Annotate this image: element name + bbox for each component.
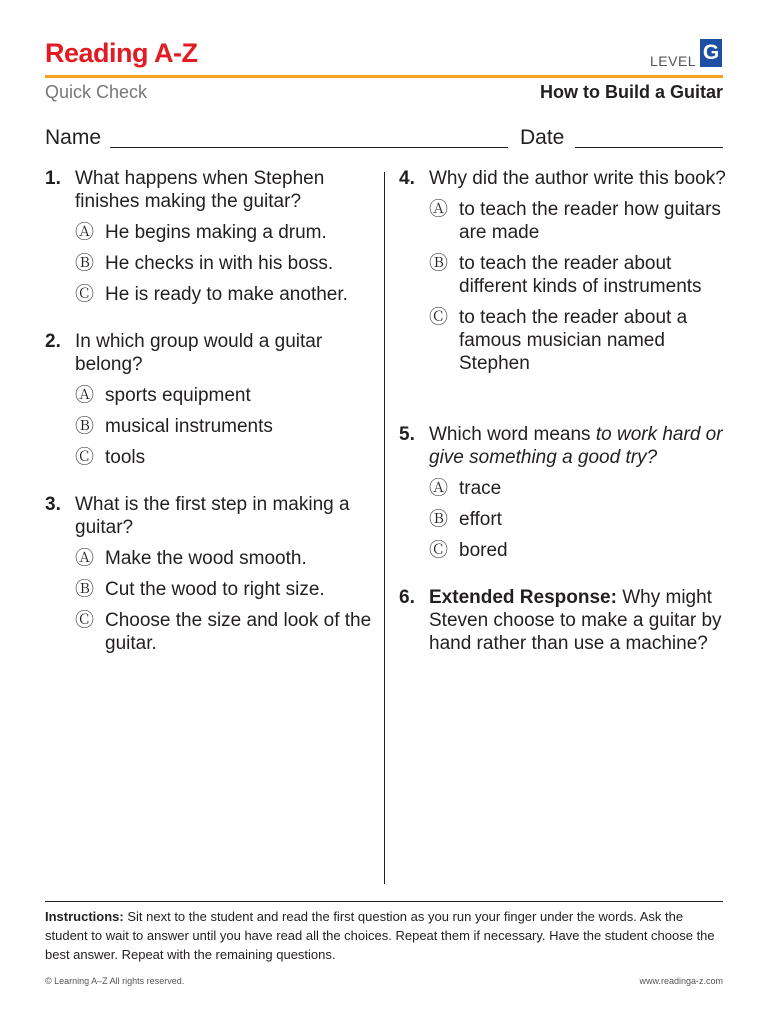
question-number: 4. — [399, 168, 415, 189]
choice-c-bubble: Ⓒ — [75, 447, 95, 468]
choice-text: Cut the wood to right size. — [105, 579, 325, 600]
instructions — [45, 907, 725, 964]
question-3 — [45, 493, 375, 663]
choice-b — [429, 252, 729, 298]
instructions-label: Instructions: — [45, 909, 124, 924]
choice-c — [429, 306, 729, 375]
choice-a — [429, 477, 729, 500]
choice-a-bubble: Ⓐ — [75, 385, 95, 406]
choice-c-bubble: Ⓒ — [429, 307, 449, 328]
choice-text: He begins making a drum. — [105, 222, 327, 243]
choice-b-bubble: Ⓑ — [75, 253, 95, 274]
question-number: 6. — [399, 587, 415, 608]
answer-choices — [429, 477, 729, 562]
choice-text: musical instruments — [105, 416, 273, 437]
choice-text: trace — [459, 478, 502, 499]
choice-b-bubble: Ⓑ — [75, 579, 95, 600]
page-subtitle: Quick Check — [45, 82, 148, 102]
question-2 — [45, 330, 375, 477]
choice-a — [75, 221, 375, 244]
date-field-line — [575, 147, 723, 148]
answer-choices — [75, 384, 375, 469]
header-rule — [45, 75, 723, 78]
question-1 — [45, 167, 375, 314]
choice-a-bubble: Ⓐ — [429, 478, 449, 499]
choice-text: to teach the reader about a famous musician named Stephen — [459, 307, 688, 374]
choice-b — [75, 252, 375, 275]
name-field-line — [110, 147, 508, 148]
date-label: Date — [520, 126, 565, 149]
question-number: 1. — [45, 168, 61, 189]
level-label: LEVEL — [650, 53, 697, 69]
choice-a — [75, 384, 375, 407]
choice-text: tools — [105, 447, 146, 468]
stem-text: Why might Steven choose to make a guitar by hand rather than use a machine? — [429, 587, 722, 654]
choice-c — [75, 446, 375, 469]
choice-text: bored — [459, 540, 508, 561]
choice-text: to teach the reader how guitars are made — [459, 199, 721, 243]
stem-text: Which word means — [429, 424, 596, 445]
choice-b-bubble: Ⓑ — [429, 509, 449, 530]
column-divider — [384, 172, 385, 884]
instructions-text: Sit next to the student and read the first question as you run your finger under the words. Ask the student to wait to answer until you have read all the choices. Repeat them if necessary. Have the student choose the best answer. Repeat with the remaining questions. — [45, 909, 715, 962]
question-stem: What happens when Stephen finishes making the guitar? — [75, 168, 325, 212]
choice-c — [429, 539, 729, 562]
copyright: © Learning A–Z All rights reserved. — [45, 976, 185, 986]
choice-c — [75, 609, 375, 655]
question-stem: What is the first step in making a guitar? — [75, 494, 350, 538]
answer-choices — [75, 221, 375, 306]
choice-b-bubble: Ⓑ — [429, 253, 449, 274]
question-4 — [399, 167, 729, 383]
choice-c-bubble: Ⓒ — [75, 610, 95, 631]
question-number: 2. — [45, 331, 61, 352]
level-badge: G — [700, 39, 722, 67]
choice-text: effort — [459, 509, 502, 530]
choice-text: He checks in with his boss. — [105, 253, 334, 274]
choice-text: to teach the reader about different kinds of instruments — [459, 253, 702, 297]
question-6 — [399, 586, 729, 655]
name-label: Name — [45, 126, 102, 149]
book-title: How to Build a Guitar — [540, 82, 723, 102]
reading-az-logo: Reading A-Z — [45, 38, 198, 68]
choice-text: sports equipment — [105, 385, 251, 406]
choice-c-bubble: Ⓒ — [429, 540, 449, 561]
choice-a-bubble: Ⓐ — [75, 548, 95, 569]
answer-choices — [429, 198, 729, 375]
choice-a-bubble: Ⓐ — [429, 199, 449, 220]
choice-c — [75, 283, 375, 306]
choice-text: Choose the size and look of the guitar. — [105, 610, 372, 654]
question-5 — [399, 423, 729, 570]
choice-b — [429, 508, 729, 531]
choice-text: Make the wood smooth. — [105, 548, 307, 569]
choice-c-bubble: Ⓒ — [75, 284, 95, 305]
answer-choices — [75, 547, 375, 655]
website-url: www.readinga-z.com — [639, 976, 723, 986]
question-stem — [429, 423, 729, 469]
question-stem: In which group would a guitar belong? — [75, 331, 323, 375]
extended-response-label: Extended Response: — [429, 587, 617, 608]
choice-b — [75, 578, 375, 601]
question-number: 5. — [399, 424, 415, 445]
footer-rule — [45, 901, 723, 902]
choice-text: He is ready to make another. — [105, 284, 348, 305]
choice-b-bubble: Ⓑ — [75, 416, 95, 437]
stem-italic-phrase: to work hard or give something a good try? — [429, 424, 723, 468]
choice-b — [75, 415, 375, 438]
choice-a — [75, 547, 375, 570]
choice-a — [429, 198, 729, 244]
question-number: 3. — [45, 494, 61, 515]
question-stem — [429, 586, 729, 655]
question-stem: Why did the author write this book? — [429, 168, 726, 189]
choice-a-bubble: Ⓐ — [75, 222, 95, 243]
